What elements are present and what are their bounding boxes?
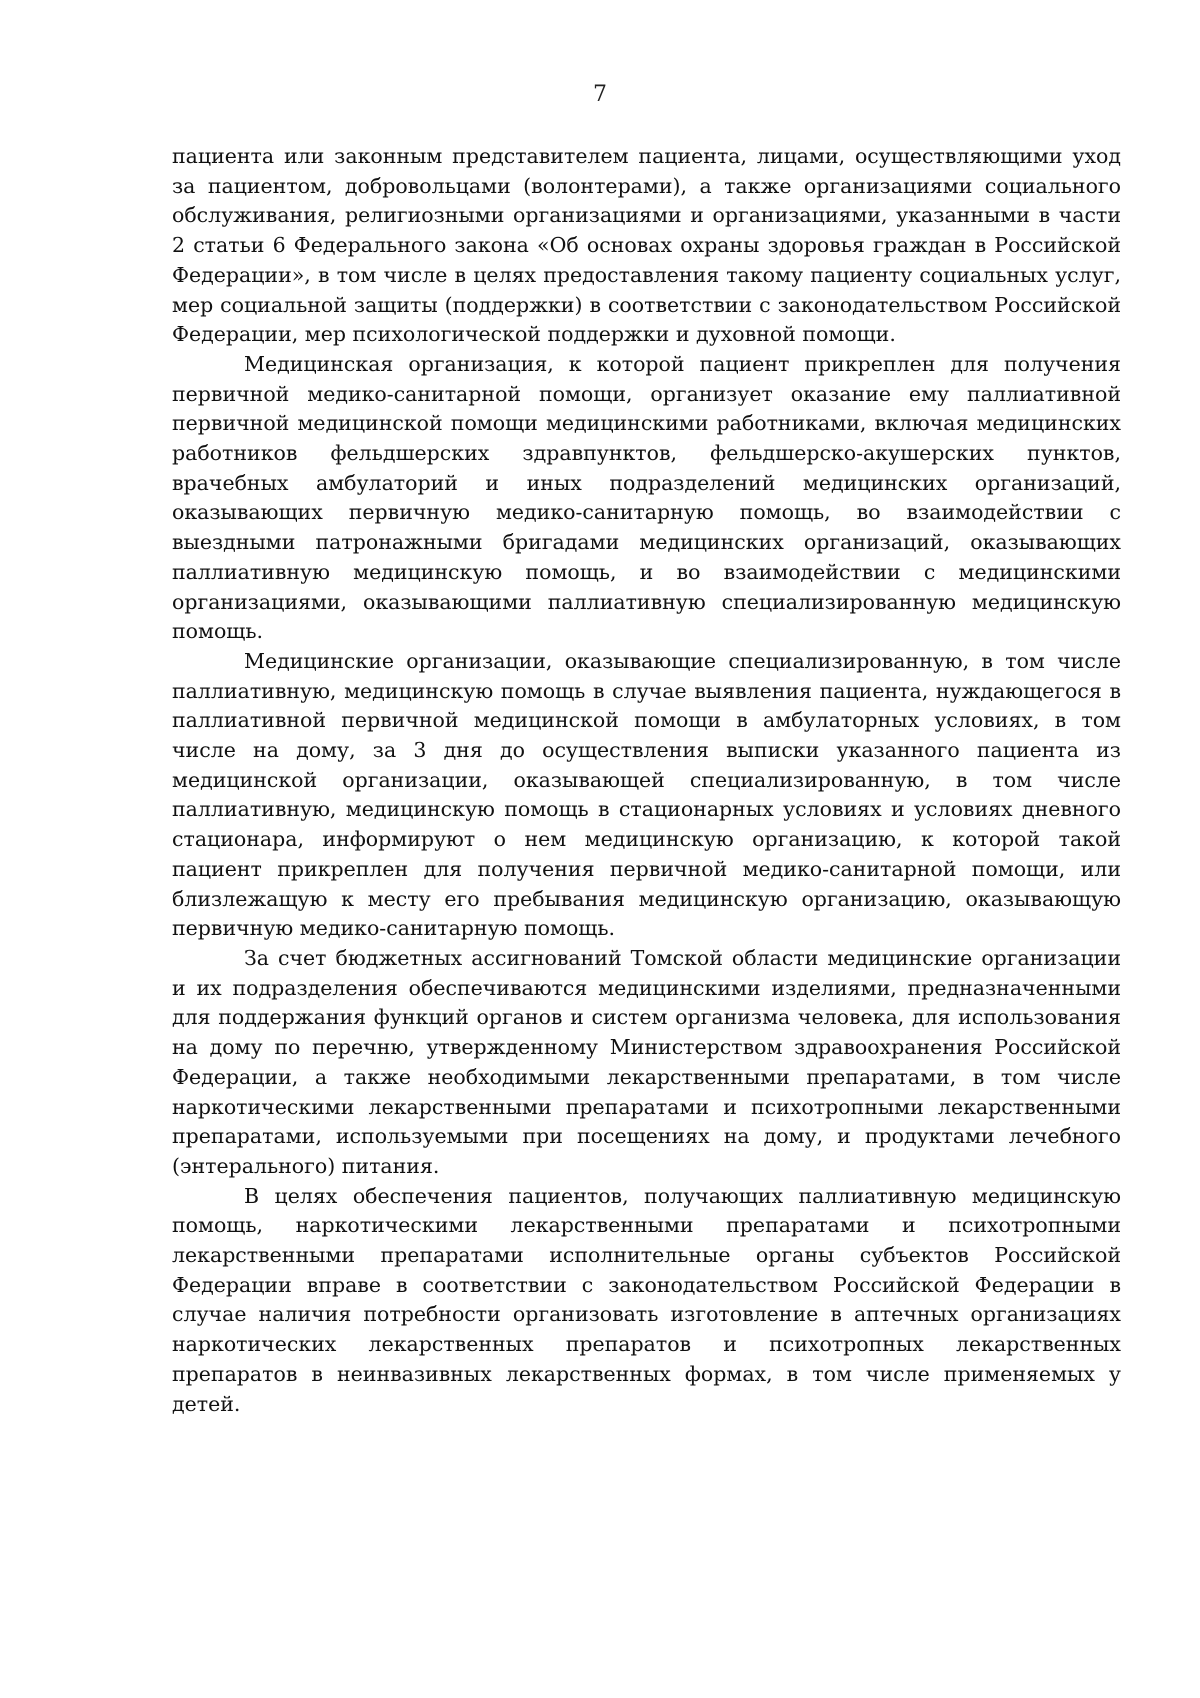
page-number: 7 [593, 82, 607, 107]
document-body [172, 142, 1121, 1419]
paragraph-discharge-notification: Медицинские организации, оказывающие специализированную, в том числе паллиативную, медицинскую помощь в случае выявления пациента, нуждающегося в паллиативной первичной медицинской помощи в амбулаторных условиях, в том числе на дому, за 3 дня до осуществления выписки указанного пациента из медицинской организации, оказывающей специализированную, в том числе паллиативную, медицинскую помощь в стационарных условиях и условиях дневного стационара, информируют о нем медицинскую организацию, к которой такой пациент прикреплен для получения первичной медико-санитарной помощи, или близлежащую к месту его пребывания медицинскую организацию, оказывающую первичную медико-санитарную помощь. [172, 648, 1121, 941]
paragraph-narcotic-drugs-manufacturing: В целях обеспечения пациентов, получающих паллиативную медицинскую помощь, наркотическими лекарственными препаратами и психотропными лекарственными препаратами исполнительные органы субъектов Российской Федерации вправе в соответствии с законодательством Российской Федерации в случае наличия потребности организовать изготовление в аптечных организациях наркотических лекарственных препаратов и психотропных лекарственных препаратов в неинвазивных лекарственных формах, в том числе применяемых у детей. [172, 1183, 1121, 1416]
paragraph-continued: пациента или законным представителем пациента, лицами, осуществляющими уход за пациентом, добровольцами (волонтерами), а также организациями социального обслуживания, религиозными организациями и организациями, указанными в части 2 статьи 6 Федерального закона «Об основах охраны здоровья граждан в Российской Федерации», в том числе в целях предоставления такому пациенту социальных услуг, мер социальной защиты (поддержки) в соответствии с законодательством Российской Федерации, мер психологической поддержки и духовной помощи. [172, 144, 1121, 347]
paragraph-primary-care-organization: Медицинская организация, к которой пациент прикреплен для получения первичной медико-санитарной помощи, организует оказание ему паллиативной первичной медицинской помощи медицинскими работниками, включая медицинских работников фельдшерских здравпунктов, фельдшерско-акушерских пунктов, врачебных амбулаторий и иных подразделений медицинских организаций, оказывающих первичную медико-санитарную помощь, во взаимодействии с выездными патронажными бригадами медицинских организаций, оказывающих паллиативную медицинскую помощь, и во взаимодействии с медицинскими организациями, оказывающими паллиативную специализированную медицинскую помощь. [172, 351, 1121, 644]
paragraph-budget-provision: За счет бюджетных ассигнований Томской области медицинские организации и их подразделения обеспечиваются медицинскими изделиями, предназначенными для поддержания функций органов и систем организма человека, для использования на дому по перечню, утвержденному Министерством здравоохранения Российской Федерации, а также необходимыми лекарственными препаратами, в том числе наркотическими лекарственными препаратами и психотропными лекарственными препаратами, используемыми при посещениях на дому, и продуктами лечебного (энтерального) питания. [172, 945, 1121, 1178]
